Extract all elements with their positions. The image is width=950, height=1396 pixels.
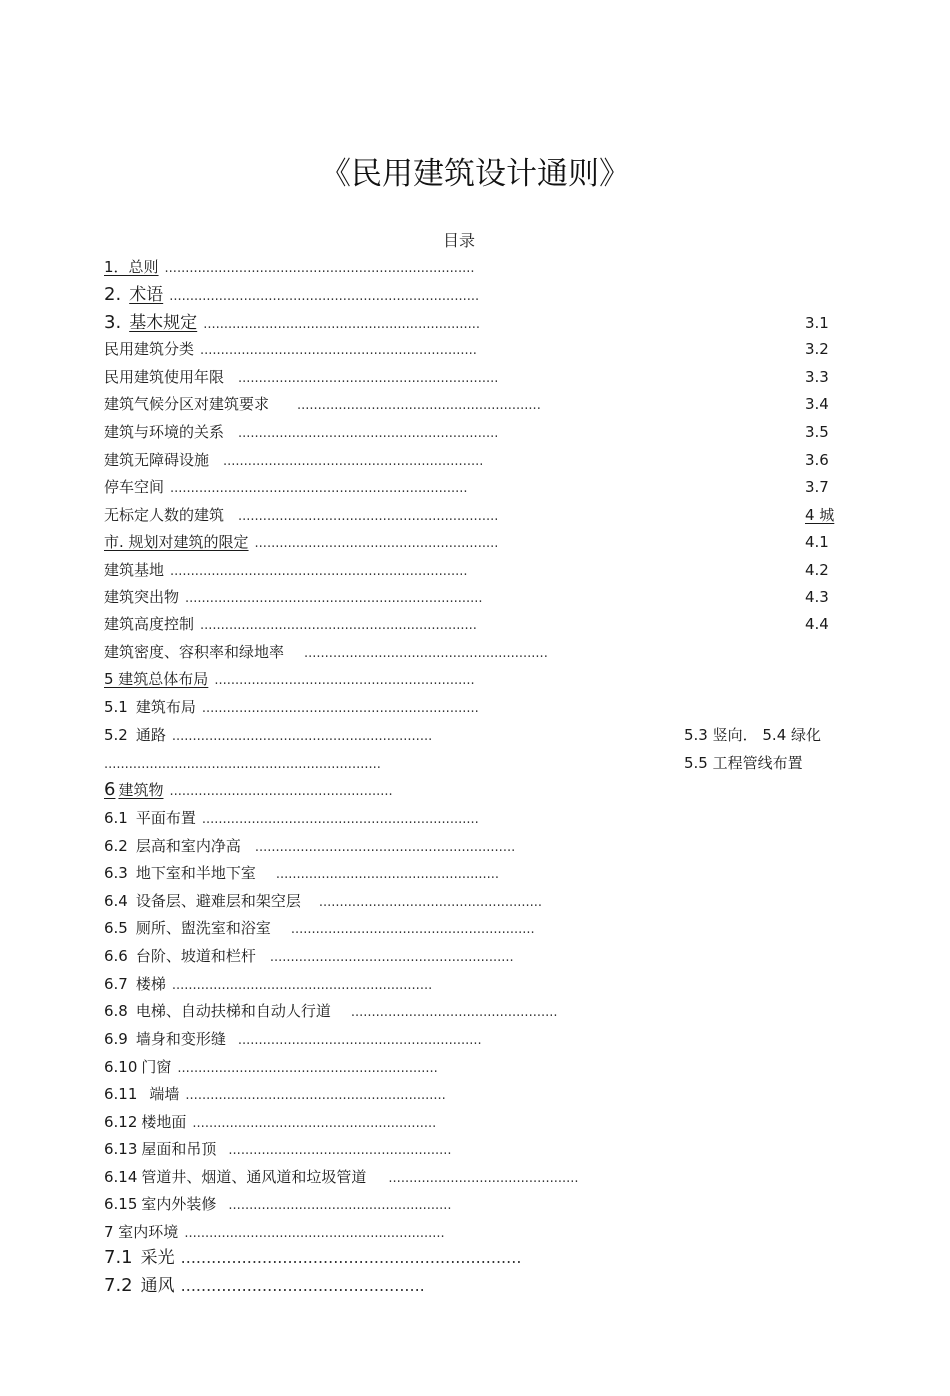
toc-entry-label: 1．总则 — [104, 258, 159, 276]
toc-entry-label: 民用建筑分类 — [104, 340, 195, 358]
toc-leader-dots: ............................................................... — [238, 509, 499, 524]
toc-entry-label: 通路 — [135, 726, 166, 744]
toc-entry-label: 建筑物 — [118, 781, 164, 799]
toc-inline-entries: 5.5 工程管线布置 — [684, 754, 803, 772]
toc-leader-dots: ................................................................... — [201, 812, 479, 827]
toc-entry-label: 通风 — [140, 1276, 175, 1296]
toc-entry[interactable] — [104, 612, 477, 636]
toc-leader-dots: ............................................................... — [171, 978, 433, 993]
toc-entry-number: 6.2 — [104, 837, 128, 855]
toc-entry[interactable] — [104, 311, 480, 335]
toc-entry-number: 5.1 — [104, 698, 128, 716]
toc-entry[interactable] — [104, 475, 468, 499]
toc-entry-number: 6.1 — [104, 809, 128, 827]
toc-entry-number: 2. — [104, 284, 122, 305]
toc-leader-dots: ........................................................... — [297, 398, 541, 413]
toc-entry-label: 采光 — [140, 1248, 175, 1268]
toc-entry-number: 6.13 — [104, 1140, 138, 1158]
toc-entry-label: 建筑布局 — [135, 698, 196, 716]
toc-leader-dots: ........................................................................ — [170, 481, 468, 496]
toc-leader-dots: ...................................................... — [228, 1198, 452, 1213]
toc-entry[interactable] — [104, 392, 541, 416]
toc-leader-dots: ...................................................... — [169, 784, 393, 799]
toc-leader-dots: ............................................................... — [171, 729, 433, 744]
toc-entry[interactable] — [104, 861, 499, 885]
toc-entry[interactable] — [104, 972, 432, 996]
toc-entry-label: 设备层、避难层和架空层 — [135, 892, 301, 910]
toc-entry[interactable] — [104, 1220, 445, 1244]
toc-entry[interactable] — [104, 667, 475, 691]
toc-entry[interactable] — [104, 503, 498, 527]
toc-leader-dots: ................................................................... — [201, 701, 479, 716]
toc-leader-dots: ............................................................... — [238, 426, 499, 441]
toc-leader-dots: ........................................................................... — [164, 261, 475, 276]
toc-entry[interactable] — [104, 834, 515, 858]
toc-entry[interactable] — [104, 1165, 579, 1189]
toc-leader-dots: ........................................................... — [290, 922, 535, 937]
toc-entry-number: 3. — [104, 312, 122, 333]
toc-entry-number: 6.8 — [104, 1002, 128, 1020]
toc-entry-label: 市. 规划对建筑的限定 — [104, 533, 249, 551]
toc-leader-dots: ............................................................... — [223, 454, 484, 469]
toc-leader-dots: ................................................ — [180, 1276, 425, 1295]
toc-leader-dots: ............................................................... — [214, 673, 475, 688]
toc-page-number: 3.5 — [805, 423, 829, 441]
toc-page-number: 4.1 — [805, 533, 829, 551]
toc-entry-number: 6.3 — [104, 864, 128, 882]
toc-entry-label: 地下室和半地下室 — [135, 864, 256, 882]
toc-leader-dots: ............................................................... — [254, 840, 516, 855]
toc-entry[interactable] — [104, 1246, 521, 1270]
toc-leader-dots: ............................................................... — [177, 1061, 438, 1076]
toc-entry[interactable] — [104, 889, 542, 913]
toc-leader-dots: ................................................................... — [203, 317, 481, 332]
toc-leader-dots: ............................................................... — [238, 371, 499, 386]
toc-entry-label: 平面布置 — [135, 809, 196, 827]
toc-entry-number: 6.10 — [104, 1058, 138, 1076]
toc-entry[interactable] — [104, 337, 477, 361]
toc-leader-dots: ........................................................... — [192, 1116, 437, 1131]
toc-entry-number: 6.9 — [104, 1030, 128, 1048]
toc-leader-dots: ........................................................... — [304, 646, 548, 661]
toc-entry-label: 端墙 — [149, 1085, 180, 1103]
toc-entry-label: 民用建筑使用年限 — [104, 368, 225, 386]
toc-entry[interactable] — [104, 1192, 452, 1216]
toc-page-number: 4.2 — [805, 561, 829, 579]
toc-entry[interactable] — [104, 1082, 446, 1106]
toc-entry[interactable] — [104, 1274, 425, 1298]
toc-entry-label: 建筑基地 — [104, 561, 165, 579]
toc-leader-dots: .............................................. — [388, 1171, 579, 1186]
toc-entry[interactable] — [104, 723, 432, 747]
toc-heading: 目录 — [442, 231, 475, 250]
toc-entry-label: 层高和室内净高 — [135, 837, 241, 855]
toc-entry[interactable] — [104, 420, 498, 444]
toc-entry[interactable] — [104, 1027, 482, 1051]
toc-leader-dots: ................................................................... — [104, 757, 381, 772]
toc-entry-label: 台阶、坡道和栏杆 — [135, 947, 256, 965]
toc-entry-label: 墙身和变形缝 — [135, 1030, 226, 1048]
toc-entry-label: 术语 — [129, 285, 164, 305]
toc-leader-dots: ............................................................... — [184, 1226, 445, 1241]
toc-page-number: 3.2 — [805, 340, 829, 358]
toc-entry-number: 6.11 — [104, 1085, 138, 1103]
toc-entry[interactable] — [104, 1055, 438, 1079]
toc-entry-number: 6 — [104, 779, 116, 800]
toc-leader-dots: ........................................................... — [254, 536, 499, 551]
document-title: 《民用建筑设计通则》 — [320, 156, 630, 192]
toc-entry-number: 7.2 — [104, 1275, 133, 1296]
toc-leader-dots: ...................................................... — [228, 1143, 452, 1158]
toc-entry-label: 屋面和吊顶 — [141, 1140, 217, 1158]
toc-leader-dots: ........................................................... — [269, 950, 514, 965]
toc-entry[interactable] — [104, 1137, 452, 1161]
toc-entry[interactable] — [104, 530, 498, 554]
toc-entry[interactable] — [104, 944, 514, 968]
toc-entry-label: 建筑突出物 — [104, 588, 180, 606]
toc-leader-dots: ...................................................... — [275, 867, 500, 882]
toc-leader-dots: ............................................................... — [185, 1088, 446, 1103]
toc-entry-label: 厕所、盥洗室和浴室 — [135, 919, 271, 937]
toc-leader-dots: ........................................................................ — [170, 564, 468, 579]
toc-page-number: 3.4 — [805, 395, 829, 413]
toc-entry[interactable] — [104, 695, 479, 719]
toc-leader-dots: ................................................................... — [180, 1248, 522, 1267]
toc-inline-entries: 5.3 竖向． 5.4 绿化 — [684, 726, 822, 744]
toc-entry-label: 管道井、烟道、通风道和垃圾管道 — [141, 1168, 367, 1186]
toc-entry-label: 建筑气候分区对建筑要求 — [104, 395, 270, 413]
toc-entry[interactable] — [104, 558, 468, 582]
toc-entry-label: 建筑无障碍设施 — [104, 451, 210, 469]
toc-page-number[interactable]: 4 城 — [805, 506, 835, 524]
toc-entry-number: 6.5 — [104, 919, 128, 937]
toc-page-number: 3.7 — [805, 478, 829, 496]
toc-page-number: 4.4 — [805, 615, 829, 633]
toc-entry[interactable] — [104, 283, 479, 307]
toc-entry-label: 电梯、自动扶梯和自动人行道 — [135, 1002, 331, 1020]
toc-leader-dots: ................................................................... — [200, 343, 477, 358]
toc-entry[interactable] — [104, 916, 535, 940]
toc-entry-number: 5.2 — [104, 726, 128, 744]
toc-entry-label: 室内外装修 — [141, 1195, 217, 1213]
toc-entry-number: 6.4 — [104, 892, 128, 910]
toc-entry-label: 停车空间 — [104, 478, 165, 496]
toc-leader-row — [104, 751, 381, 775]
toc-entry-label: 门窗 — [141, 1058, 172, 1076]
toc-entry-label: 建筑高度控制 — [104, 615, 195, 633]
toc-entry[interactable] — [104, 778, 393, 802]
toc-entry-label: 基木规定 — [129, 313, 198, 333]
toc-entry-number: 7.1 — [104, 1247, 133, 1268]
toc-entry[interactable] — [104, 806, 479, 830]
toc-page-number: 4.3 — [805, 588, 829, 606]
toc-leader-dots: ........................................................... — [237, 1033, 482, 1048]
toc-entry-label: 5 建筑总体布局 — [104, 670, 209, 688]
toc-entry[interactable] — [104, 1110, 436, 1134]
toc-entry-label: 楼梯 — [135, 975, 166, 993]
toc-entry[interactable] — [104, 999, 558, 1023]
toc-page-number: 3.1 — [805, 314, 829, 332]
toc-leader-dots: .................................................. — [350, 1005, 558, 1020]
toc-entry[interactable] — [104, 365, 498, 389]
toc-entry-number: 6.7 — [104, 975, 128, 993]
toc-leader-dots: ........................................................................ — [185, 591, 483, 606]
toc-leader-dots: ...................................................... — [318, 895, 543, 910]
toc-entry-number: 6.6 — [104, 947, 128, 965]
toc-entry-label: 无标定人数的建筑 — [104, 506, 225, 524]
toc-entry[interactable] — [104, 448, 483, 472]
toc-entry-number: 6.12 — [104, 1113, 138, 1131]
toc-entry[interactable] — [104, 585, 483, 609]
toc-entry-label: 楼地面 — [141, 1113, 187, 1131]
toc-leader-dots: ................................................................... — [200, 618, 477, 633]
toc-page-number: 3.6 — [805, 451, 829, 469]
toc-entry-label: 建筑与环境的关系 — [104, 423, 225, 441]
toc-page-number: 3.3 — [805, 368, 829, 386]
toc-leader-dots: ........................................................................... — [169, 289, 480, 304]
toc-entry-number: 6.15 — [104, 1195, 138, 1213]
toc-entry-label: 7 室内环境 — [104, 1223, 179, 1241]
toc-entry[interactable] — [104, 255, 474, 279]
toc-entry-number: 6.14 — [104, 1168, 138, 1186]
toc-entry-label: 建筑密度、容积率和绿地率 — [104, 643, 285, 661]
toc-entry[interactable] — [104, 640, 548, 664]
